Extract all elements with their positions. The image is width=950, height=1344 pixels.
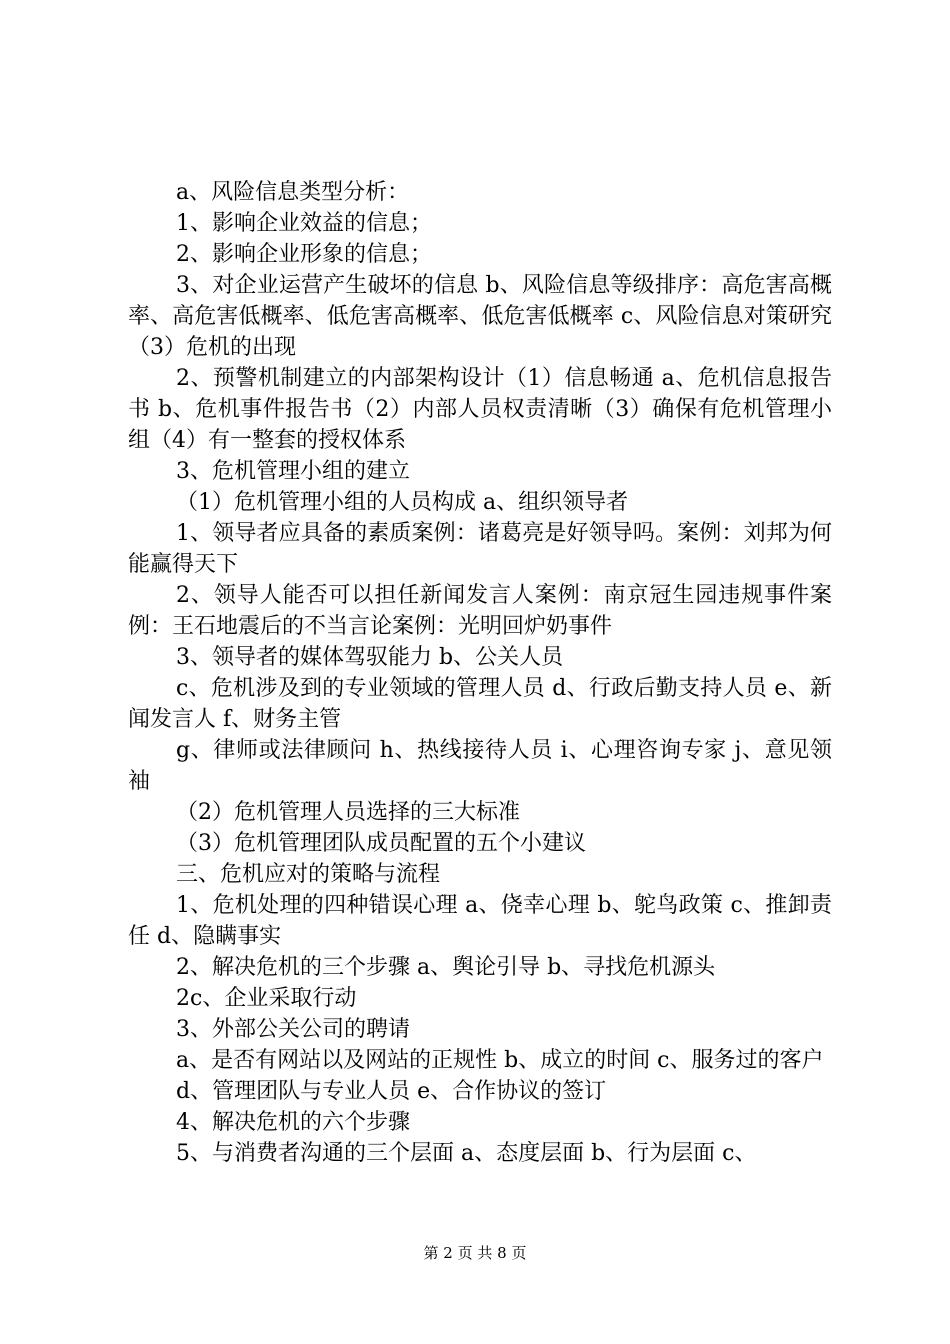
paragraph: a、风险信息类型分析： (176, 180, 410, 205)
paragraph: 3、危机管理小组的建立 (176, 459, 410, 484)
paragraph: （1）危机管理小组的人员构成 a、组织领导者 (176, 490, 629, 515)
paragraph: 2、预警机制建立的内部架构设计（1）信息畅通 a、危机信息报告书 b、危机事件报告书（2）内部人员权责清晰（3）确保有危机管理小组（4）有一整套的授权体系 (128, 366, 832, 453)
paragraph: c、危机涉及到的专业领域的管理人员 d、行政后勤支持人员 e、新闻发言人 f、财务主管 (128, 676, 832, 732)
paragraph: （2）危机管理人员选择的三大标准 (176, 800, 520, 825)
paragraph: 2c、企业采取行动 (176, 986, 357, 1011)
paragraph: 5、与消费者沟通的三个层面 a、态度层面 b、行为层面 c、 (176, 1141, 757, 1166)
paragraph: 3、对企业运营产生破坏的信息 b、风险信息等级排序：高危害高概率、高危害低概率、低危害高概率、低危害低概率 c、风险信息对策研究（3）危机的出现 (128, 273, 832, 360)
paragraph: 4、解决危机的六个步骤 (176, 1110, 410, 1135)
document-body (128, 177, 832, 1169)
paragraph: 2、领导人能否可以担任新闻发言人案例：南京冠生园违规事件案例：王石地震后的不当言论案例：光明回炉奶事件 (128, 583, 832, 639)
paragraph: 1、危机处理的四种错误心理 a、侥幸心理 b、鸵鸟政策 c、推卸责任 d、隐瞒事实 (128, 893, 832, 949)
paragraph: 3、外部公关公司的聘请 (176, 1017, 410, 1042)
paragraph: a、是否有网站以及网站的正规性 b、成立的时间 c、服务过的客户 (176, 1048, 824, 1073)
paragraph: d、管理团队与专业人员 e、合作协议的签订 (176, 1079, 607, 1104)
paragraph: 1、领导者应具备的素质案例：诸葛亮是好领导吗。案例：刘邦为何能赢得天下 (128, 521, 832, 577)
page-number-footer: 第 2 页 共 8 页 (423, 1244, 527, 1262)
paragraph: g、律师或法律顾问 h、热线接待人员 i、心理咨询专家 j、意见领袖 (128, 738, 832, 794)
paragraph: 3、领导者的媒体驾驭能力 b、公关人员 (176, 645, 564, 670)
paragraph: （3）危机管理团队成员配置的五个小建议 (176, 831, 586, 856)
paragraph: 2、影响企业形象的信息； (176, 242, 432, 267)
paragraph: 1、影响企业效益的信息； (176, 211, 432, 236)
section-heading: 三、危机应对的策略与流程 (176, 862, 441, 887)
paragraph: 2、解决危机的三个步骤 a、舆论引导 b、寻找危机源头 (176, 955, 716, 980)
